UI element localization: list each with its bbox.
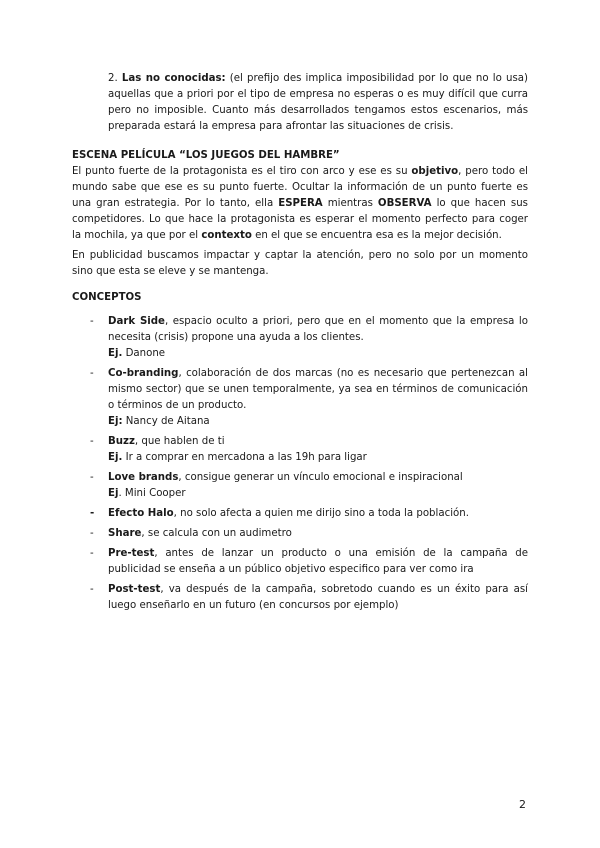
numbered-item	[108, 71, 528, 135]
advertising-paragraph: En publicidad buscamos impactar y captar la atención, pero no solo por un momento sino que esta se eleve y se mantenga.	[72, 250, 528, 277]
scene-text-1: El punto fuerte de la protagonista es el tiro con arco y ese es su	[72, 166, 412, 177]
scene-heading: ESCENA PELÍCULA “LOS JUEGOS DEL HAMBRE”	[72, 150, 340, 161]
list-item	[90, 366, 528, 430]
scene-text-4: lo que hacen sus competidores. Lo que hace la protagonista es esperar el momento perfecto para coger la mochila, ya que por el	[72, 198, 528, 241]
concept-term: Share	[108, 528, 142, 539]
concept-text: , colaboración de dos marcas (no es necesario que pertenezcan al mismo sector) que se unen temporalmente, ya sea en términos de comunicación o términos de un producto.	[108, 368, 528, 411]
concept-text: , no solo afecta a quien me dirijo sino a toda la población.	[173, 508, 469, 519]
concept-text: , consigue generar un vínculo emocional e inspiracional	[178, 472, 463, 483]
concept-term: Pre-test	[108, 548, 155, 559]
example-text: . Mini Cooper	[118, 488, 186, 499]
list-item	[90, 434, 528, 466]
example-label: Ej:	[108, 416, 123, 427]
scene-text-5: en el que se encuentra esa es la mejor decisión.	[251, 230, 502, 241]
page-number: 2	[519, 798, 526, 811]
list-item	[90, 546, 528, 578]
concept-text: , se calcula con un audimetro	[141, 528, 292, 539]
item-text: (el prefijo des implica imposibilidad por lo que no lo usa) aquellas que a priori por el tipo de empresa no esperas o es muy difícil que curra pero no imposible. Cuanto más desarrollados tengamos estos escenarios, más preparada estará la empresa para afrontar las situaciones de crisis.	[108, 73, 528, 132]
concept-text: , que hablen de ti	[134, 436, 225, 447]
dash-bullet: -	[90, 508, 95, 519]
scene-bold-1: objetivo	[411, 166, 459, 177]
dash-bullet: -	[90, 316, 94, 327]
example-text: Ir a comprar en mercadona a las 19h para ligar	[122, 452, 367, 463]
concept-text: , espacio oculto a priori, pero que en el momento que la empresa lo necesita (crisis) propone una ayuda a los clientes.	[108, 316, 528, 343]
scene-text-3: mientras	[322, 198, 378, 209]
concept-term: Love brands	[108, 472, 179, 483]
example-label: Ej.	[108, 452, 123, 463]
example-label: Ej.	[108, 348, 123, 359]
dash-bullet: -	[90, 584, 94, 595]
list-item	[90, 314, 528, 362]
scene-text-2: , pero todo el mundo sabe que ese es su punto fuerte. Ocultar la información de un punto fuerte es una gran estrategia. Por lo tanto, ella	[72, 166, 528, 209]
item-title: Las no conocidas:	[121, 73, 226, 84]
scene-bold-3: OBSERVA	[377, 198, 432, 209]
item-number: 2.	[108, 73, 118, 84]
dash-bullet: -	[90, 548, 94, 559]
example-label: Ej	[108, 488, 119, 499]
scene-paragraph	[72, 164, 528, 244]
concepts-heading: CONCEPTOS	[72, 292, 142, 303]
concept-term: Co-branding	[108, 368, 179, 379]
scene-bold-4: contexto	[201, 230, 252, 241]
dash-bullet: -	[90, 436, 94, 447]
example-text: Danone	[122, 348, 166, 359]
dash-bullet: -	[90, 368, 94, 379]
concept-term: Efecto Halo	[108, 508, 174, 519]
concept-term: Post-test	[108, 584, 161, 595]
list-item	[90, 506, 528, 522]
concept-term: Buzz	[108, 436, 135, 447]
dash-bullet: -	[90, 528, 94, 539]
dash-bullet: -	[90, 472, 94, 483]
scene-bold-2: ESPERA	[278, 198, 323, 209]
list-item	[90, 526, 528, 542]
concept-text: , va después de la campaña, sobretodo cuando es un éxito para así luego enseñarlo en un futuro (en concursos por ejemplo)	[108, 584, 528, 611]
list-item	[90, 582, 528, 614]
concept-text: , antes de lanzar un producto o una emisión de la campaña de publicidad se enseña a un público objetivo especifico para ver como ira	[108, 548, 528, 575]
example-text: Nancy de Aitana	[122, 416, 210, 427]
concept-term: Dark Side	[108, 316, 165, 327]
list-item	[90, 470, 528, 502]
concepts-list	[90, 314, 528, 618]
